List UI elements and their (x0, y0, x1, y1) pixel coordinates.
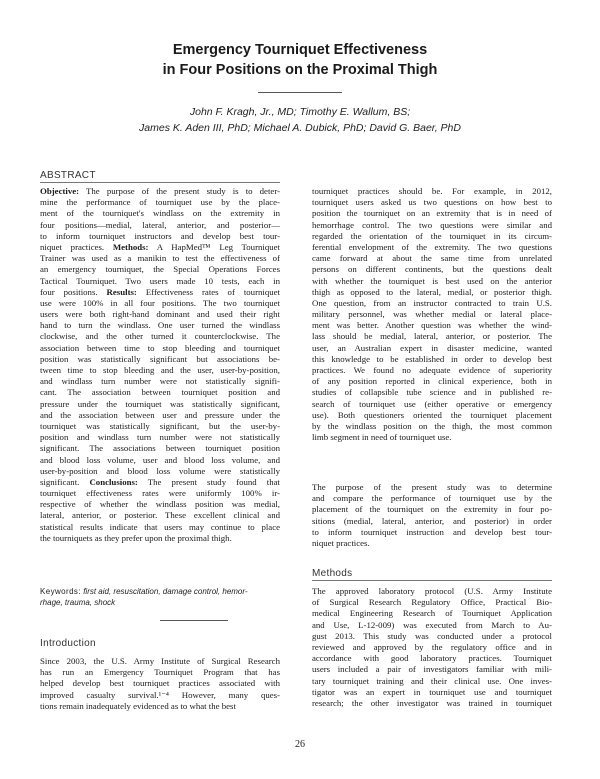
abstract-line: pressure under the tourniquet was statistically significant, (40, 398, 280, 409)
body-line: position the tourniquet on an extremity that is in need of (312, 208, 552, 219)
abstract-line: hand to turn the windlass. One user turned the windlass (40, 320, 280, 331)
abstract-line: clockwise, and the other turned it counterclockwise. The (40, 331, 280, 342)
abstract-line: the tourniquets as they prefer upon the proximal thigh. (40, 532, 232, 543)
title-line-1: Emergency Tourniquet Effectiveness (172, 42, 428, 58)
abstract-line: tourniquet was statistically significant, but the user-by- (40, 420, 280, 431)
abstract-line: respective of whether the windlass position was medial, (40, 499, 280, 510)
methods-line: reviewed and approved by the regulatory office and in (312, 641, 552, 652)
methods-line: users included a pair of investigators familiar with mili- (312, 664, 552, 675)
abstract-line: cant. The association between tourniquet position and (40, 387, 280, 398)
abstract-subheading: Results: (106, 286, 137, 297)
abstract-line: significant. Conclusions: The present study found that (40, 476, 280, 487)
abstract-body (40, 186, 280, 544)
abstract-line: users were both right-hand dominant and used their right (40, 309, 280, 320)
body-line: military personnel, was whether medial or lateral place- (312, 309, 552, 320)
methods-line: and Use, L-12-009) was executed from March to Au- (312, 619, 552, 630)
methods-line: gust 2013. This study was conducted under a protocol (312, 630, 552, 641)
abstract-heading: ABSTRACT (40, 170, 96, 181)
methods-line: tary tourniquet training and their clinical use. One inves- (312, 675, 552, 686)
body-line: of any position reported in clinical experience, both in (312, 376, 552, 387)
keywords-line-2: rhage, trauma, shock (40, 598, 116, 607)
abstract-line: significant. The associations between tourniquet position (40, 443, 280, 454)
methods-line: accordance with good laboratory practices. Tourniquet (312, 653, 552, 664)
abstract-line: niquet practices. Methods: A HapMed™ Leg Tourniquet (40, 241, 280, 252)
abstract-subheading: Methods: (112, 241, 149, 252)
body-line: search of tourniquet use (either operative or emergency (312, 398, 552, 409)
introduction-body (40, 656, 280, 712)
methods-rule (312, 580, 552, 581)
body-line: The purpose of the present study was to determine (312, 482, 552, 492)
body-line: regarded the orientation of the tourniquet in its circum- (312, 230, 552, 241)
body-line: studies of collapsible tube science and in published re- (312, 387, 552, 398)
abstract-line: position was statistically significant but associations be- (40, 353, 280, 364)
keywords-divider (160, 620, 228, 621)
keywords-line-1: first aid, resuscitation, damage control, hemor- (83, 587, 248, 596)
body-line: with whether the tourniquet is best used on the anterior (312, 275, 552, 286)
abstract-line: statistical results indicate that users may continue to place (40, 521, 280, 532)
body-line: thigh as opposed to the lateral, medial, or posterior thigh. (312, 286, 552, 297)
right-column-para-2 (312, 482, 552, 549)
abstract-rule (40, 182, 280, 183)
methods-heading: Methods (312, 568, 353, 579)
abstract-line: position and windlass turn number were not statistically (40, 432, 280, 443)
body-line: placement of the tourniquet on the extremity in four po- (312, 504, 552, 515)
abstract-line: association between time to stop bleeding and tourniquet (40, 342, 280, 353)
body-line: this knowledge to be established in order to develop best (312, 353, 552, 364)
introduction-line: improved casualty survival.¹⁻⁴ However, many ques- (40, 689, 280, 700)
body-line: and compare the performance of tourniquet use by the (312, 493, 552, 504)
methods-line: medical Engineering Research of Tourniquet Application (312, 608, 552, 619)
author-list (0, 104, 600, 136)
keywords-label: Keywords: (40, 587, 81, 596)
body-line: to inform tourniquet instruction and develop best tour- (312, 526, 552, 537)
introduction-line: helped develop best tourniquet practices associated with (40, 678, 280, 689)
authors-line-2: James K. Aden III, PhD; Michael A. Dubick, PhD; David G. Baer, PhD (139, 122, 461, 134)
methods-line: The approved laboratory protocol (U.S. Army Institute (312, 586, 552, 596)
body-line: persons on different continents, but the questions dealt (312, 264, 552, 275)
abstract-line: ment of the tourniquet's windlass on the extremity in (40, 208, 280, 219)
body-line: ferential envelopment of the extremity. The two questions (312, 241, 552, 252)
body-line: user, an Australian expert in disaster medicine, wanted (312, 342, 552, 353)
title-line-2: in Four Positions on the Proximal Thigh (162, 62, 438, 78)
body-line: use). Both questioners oriented the tourniquet placement (312, 409, 552, 420)
abstract-line: user-by-position and blood loss volume were statistically (40, 465, 280, 476)
body-line: tourniquet practices should be. For example, in 2012, (312, 186, 552, 196)
abstract-line: and blood loss volume, user and blood loss volume, and (40, 454, 280, 465)
page-number: 26 (295, 739, 305, 750)
abstract-subheading: Conclusions: (89, 476, 138, 487)
introduction-line: has run an Emergency Tourniquet Program that has (40, 667, 280, 678)
introduction-line: Since 2003, the U.S. Army Institute of Surgical Research (40, 656, 280, 666)
body-line: came forward at about the same time from unrelated (312, 253, 552, 264)
abstract-line: to inform tourniquet instructors and develop best tour- (40, 230, 280, 241)
abstract-line: and the association between user and pressure under the (40, 409, 280, 420)
methods-line: research; the other investigator was trained in tourniquet (312, 697, 552, 708)
title-divider (258, 92, 342, 93)
article-title (0, 40, 600, 80)
body-line: niquet practices. (312, 537, 370, 548)
methods-body (312, 586, 552, 709)
abstract-line: four positions—medial, lateral, anterior, and posterior— (40, 219, 280, 230)
abstract-line: use were 100% in all four positions. The two tourniquet (40, 297, 280, 308)
abstract-line: and windlass turn number were not statistically signifi- (40, 376, 280, 387)
body-line: sitions (medial, lateral, anterior, and posterior) in order (312, 515, 552, 526)
methods-line: of Surgical Research Regulatory Office, Practical Bio- (312, 597, 552, 608)
body-line: practices. We found no adequate evidence of superiority (312, 365, 552, 375)
abstract-subheading: Objective: (40, 186, 80, 196)
body-line: by the windlass position on the thigh, the most common (312, 420, 552, 431)
abstract-line: Tactical Tourniquet. Two users made 10 tests, each in (40, 275, 280, 286)
body-line: hemorrhage control. The two questions were similar and (312, 219, 552, 230)
body-line: tourniquet users asked us two questions on how best to (312, 197, 552, 208)
abstract-line: an emergency tourniquet, the Special Operations Forces (40, 264, 280, 275)
abstract-line: Trainer was used as a manikin to test the effectiveness of (40, 253, 280, 264)
abstract-line: tourniquet effectiveness rates were uniformly 100% ir- (40, 488, 280, 499)
abstract-line: lateral, anterior, or posterior. These excellent clinical and (40, 510, 280, 521)
abstract-line: Objective: The purpose of the present study is to deter- (40, 186, 280, 196)
body-line: ment was better. Another question was whether the wind- (312, 320, 552, 331)
body-line: limb segment in need of tourniquet use. (312, 432, 452, 443)
abstract-line: tween time to stop bleeding and the user, user-by-position, (40, 365, 280, 375)
introduction-heading: Introduction (40, 638, 96, 649)
introduction-line: tions remain inadequately evidenced as to what the best (40, 700, 236, 711)
right-column-para-1 (312, 186, 552, 443)
keywords (40, 586, 280, 608)
body-line: lass should be medial, lateral, anterior, or posterior. The (312, 331, 552, 342)
methods-line: tigator was an expert in tourniquet use and tourniquet (312, 686, 552, 697)
abstract-line: four positions. Results: Effectiveness rates of tourniquet (40, 286, 280, 297)
body-line: One question, from an instructor contracted to train U.S. (312, 297, 552, 308)
abstract-line: mine the performance of tourniquet use by the place- (40, 197, 280, 208)
authors-line-1: John F. Kragh, Jr., MD; Timothy E. Wallum, BS; (189, 106, 411, 118)
